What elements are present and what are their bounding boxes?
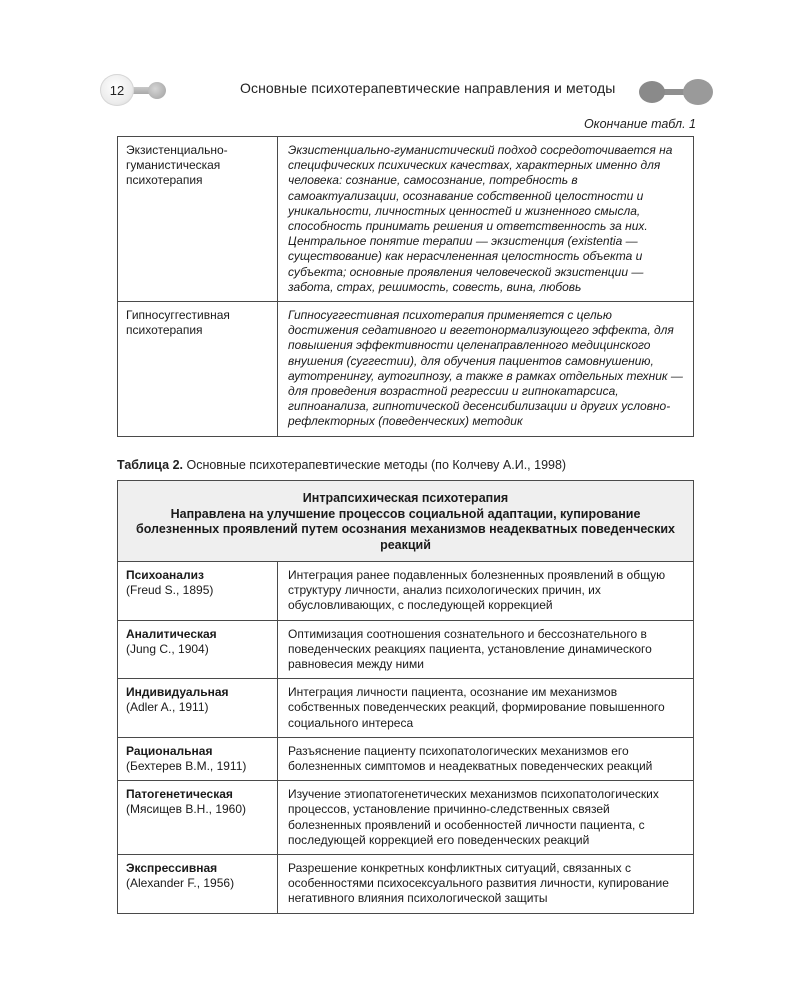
method-name: Психоанализ [126,568,204,582]
method-description: Изучение этиопатогенетических механизмов психопатологических процессов, установление причинно-следственных связей болезненных проявлений и особенностей личности пациента, с последующей коррекцией его поведенческих реакций [278,781,694,855]
header-ornament-icon [639,79,719,105]
method-name: Индивидуальная [126,685,229,700]
table-2-caption [117,458,566,472]
method-name: Патогенетическая [126,787,233,802]
table-row [118,781,694,855]
method-author: (Jung C., 1904) [126,641,209,656]
page-badge-ornament-knob [148,82,166,99]
page-number: 12 [100,74,134,106]
method-description: Разъяснение пациенту психопатологических механизмов его болезненных симптомов и неадекватных поведенческих реакций [278,737,694,780]
method-author: (Alexander F., 1956) [126,876,235,891]
table-1 [117,136,694,437]
table-row [118,679,694,738]
table-section-header [118,481,694,562]
direction-name: Экзистенциально-гуманистическая психотерапия [118,137,278,302]
table-row [118,620,694,679]
method-name: Рациональная [126,743,213,758]
method-author: (Adler A., 1911) [126,700,209,715]
running-title: Основные психотерапевтические направления и методы [240,80,616,96]
method-author: (Бехтерев В.М., 1911) [126,759,247,774]
section-title: Интрапсихическая психотерапия [302,491,509,505]
direction-description: Экзистенциально-гуманистический подход сосредоточивается на специфических психических качествах, характерных именно для человека: сознание, самосознание, потребность в самоактуализации, осознавание собственной целостности и уникальности, личностных ценностей и жизненного смысла, способность принимать решения и ответственность за них. Центральное понятие терапии — экзистенция (existentia — существование) как нерасчлененная целостность объекта и субъекта; основные проявления человеческой экзистенции — забота, страх, решимость, совесть, вина, любовь [278,137,694,302]
method-name: Экспрессивная [126,861,218,876]
section-subtitle: Направлена на улучшение процессов социальной адаптации, купирование болезненных проявлений путем осознания механизмов неадекватных поведенческих реакций [136,506,675,552]
method-description: Интеграция ранее подавленных болезненных проявлений в общую структуру личности, анализ психологических причин, их обусловливающих, с последующей коррекцией [278,562,694,621]
page-header [100,72,720,108]
table-2 [117,480,694,914]
table-continuation-label: Окончание табл. 1 [583,117,696,131]
table-header-row [118,481,694,562]
method-author: (Мясищев В.Н., 1960) [126,802,247,817]
method-name: Аналитическая [126,626,217,641]
table-row [118,737,694,780]
method-author: (Freud S., 1895) [126,583,214,598]
table-row [118,302,694,437]
method-description: Интеграция личности пациента, осознание им механизмов собственных поведенческих реакций, формирование повышенного социального интереса [278,679,694,738]
table-row [118,562,694,621]
method-description: Разрешение конкретных конфликтных ситуаций, связанных с особенностями психосексуального развития личности, купирование негативного влияния психологической защиты [278,855,694,914]
direction-name: Гипносуггестивная психотерапия [118,302,278,437]
table-2-caption-text: Основные психотерапевтические методы (по Колчеву А.И., 1998) [183,458,567,472]
table-row [118,137,694,302]
direction-description: Гипносуггестивная психотерапия применяется с целью достижения седативного и вегетонормализующего эффекта, для повышения эффективности целенаправленного медицинского внушения (суггестии), для обучения пациентов самовнушению, аутотренингу, аутогипнозу, а также в рамках отдельных техник — для проведения возрастной регрессии и гипнокатарсиса, гипноанализа, гипнотической десенсибилизации и других условно-рефлекторных (поведенческих) методик [278,302,694,437]
table-row [118,855,694,914]
table-2-caption-label: Таблица 2. [117,458,183,472]
method-description: Оптимизация соотношения сознательного и бессознательного в поведенческих реакциях пациента, установление динамического равновесия между ними [278,620,694,679]
